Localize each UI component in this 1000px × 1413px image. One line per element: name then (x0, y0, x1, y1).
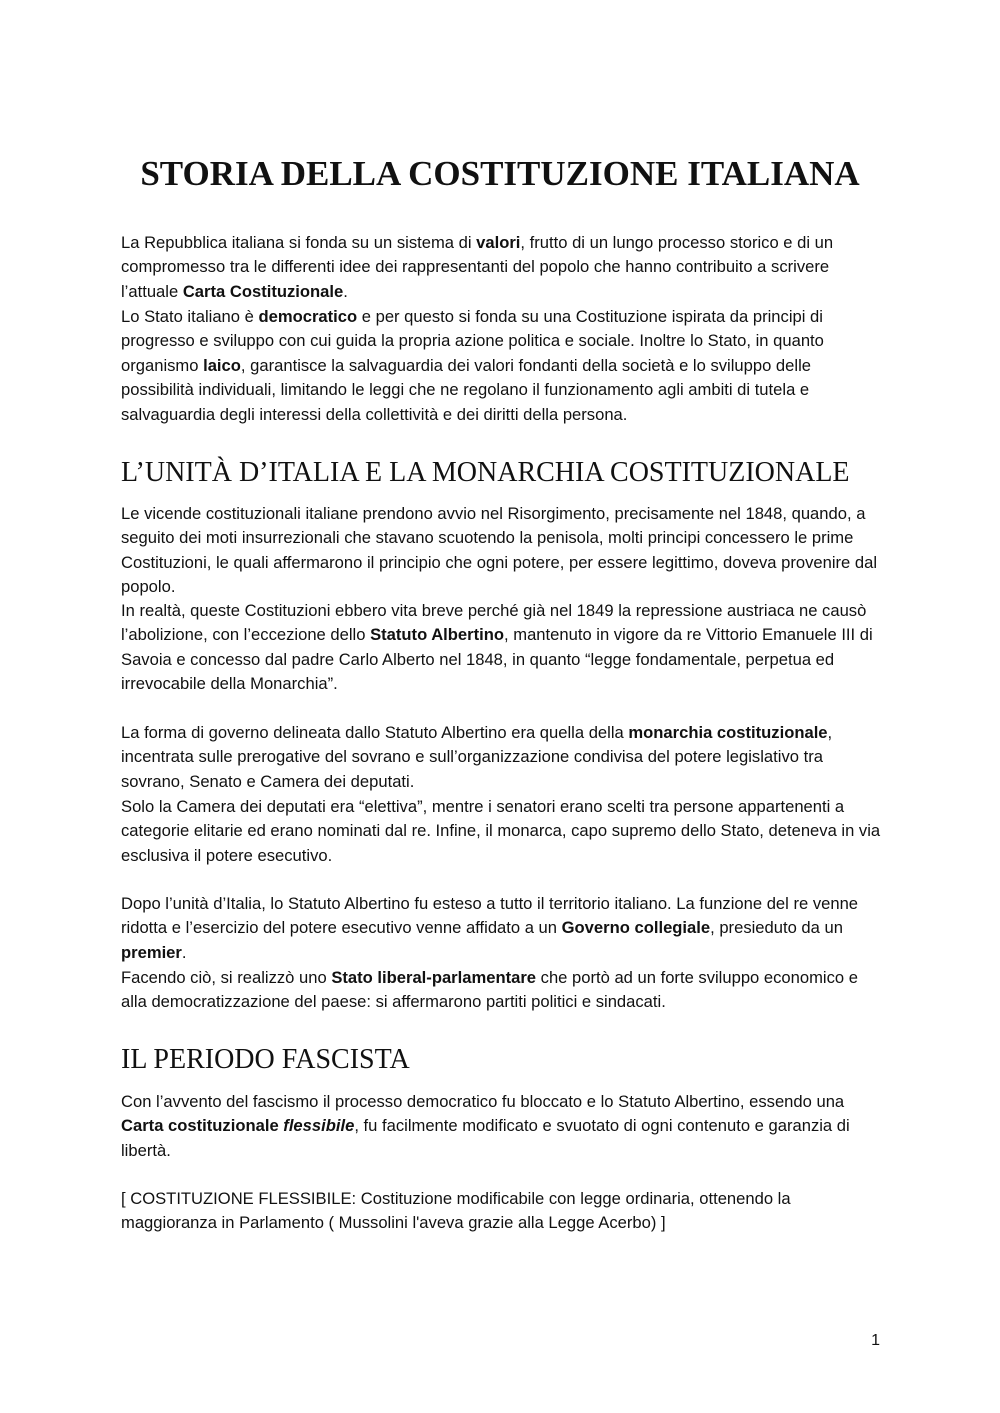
bold-term: valori (476, 233, 521, 252)
text-run: , mantenuto in vigore da re Vittorio Emanuele III di Savoia e concesso dal padre Carlo Alberto nel 1848, in quanto “legge fondamentale, perpetua ed irrevocabile della Monarchia”. (121, 625, 873, 694)
section1-paragraph-3 (121, 721, 881, 794)
section2-paragraph-1 (121, 1090, 881, 1163)
bold-term: premier (121, 942, 182, 962)
bold-term: flessibile (283, 1116, 355, 1136)
text-run: , garantisce la salvaguardia dei valori fondanti della società e lo sviluppo delle possibilità individuali, limitando le leggi che ne regolano il funzionamento agli ambiti di tutela e salvaguardia degli interessi della collettività e dei diritti della persona. (121, 355, 811, 424)
text-run: , frutto di un lungo processo storico e di un compromesso tra le differenti idee dei rappresentanti del popolo che hanno contribuito a scrivere l’attuale (121, 233, 834, 301)
text-run: , presieduto da un (710, 918, 843, 938)
text-run: In realtà, queste Costituzioni ebbero vita breve perché già nel 1849 la repressione austriaca ne causò l’abolizione, con l’eccezione dello (121, 601, 867, 645)
text-run: [ COSTITUZIONE FLESSIBILE: Costituzione modificabile con legge ordinaria, ottenendo la maggioranza in Parlamento ( Mussolini l'aveva grazie alla Legge Acerbo) ] (121, 1189, 791, 1233)
page-number: 1 (871, 1332, 880, 1349)
section-heading-unita-italia: L’UNITÀ D’ITALIA E LA MONARCHIA COSTITUZIONALE (121, 457, 850, 488)
section2-paragraph-2 (121, 1187, 881, 1236)
text-run: La Repubblica italiana si fonda su un sistema di (121, 233, 477, 252)
document-title: STORIA DELLA COSTITUZIONE ITALIANA (140, 154, 860, 193)
bold-term: Carta costituzionale (121, 1116, 284, 1136)
text-run: La forma di governo delineata dallo Statuto Albertino era quella della (121, 723, 629, 742)
section-heading-periodo-fascista: IL PERIODO FASCISTA (121, 1044, 410, 1075)
intro-paragraph-1 (121, 231, 881, 304)
bold-term: democratico (258, 307, 358, 326)
section1-paragraph-5 (121, 892, 881, 965)
text-run: Con l’avvento del fascismo il processo democratico fu bloccato e lo Statuto Albertino, essendo una (121, 1092, 845, 1111)
text-run: Dopo l’unità d’Italia, lo Statuto Albertino fu esteso a tutto il territorio italiano. La funzione del re venne ridotta e l’esercizio del potere esecutivo venne affidato a un (121, 894, 859, 938)
text-run: , fu facilmente modificato e svuotato di ogni contenuto e garanzia di libertà. (121, 1116, 850, 1160)
bold-term: Governo collegiale (561, 918, 711, 938)
text-run: . (343, 281, 348, 301)
bold-term: Statuto Albertino (370, 625, 505, 645)
text-run: che portò ad un forte sviluppo economico e alla democratizzazione del paese: si affermarono partiti politici e sindacati. (121, 968, 858, 1012)
section1-paragraph-1 (121, 502, 881, 600)
text-run: , incentrata sulle prerogative del sovrano e sull’organizzazione condivisa del potere legislativo tra sovrano, Senato e Camera dei deputati. (121, 723, 833, 791)
section1-paragraph-2 (121, 599, 881, 697)
bold-term: monarchia costituzionale (628, 723, 828, 742)
intro-paragraph-2 (121, 305, 881, 427)
text-run: . (181, 942, 187, 962)
text-run: e per questo si fonda su una Costituzione ispirata da principi di progresso e sviluppo con cui guida la propria azione politica e sociale. Inoltre lo Stato, in quanto organismo (121, 307, 824, 375)
text-run: Solo la Camera dei deputati era “elettiva”, mentre i senatori erano scelti tra persone appartenenti a categorie elitarie ed erano nominati dal re. Infine, il monarca, capo supremo dello Stato, deteneva in via esclusiva il potere esecutivo. (121, 797, 881, 865)
section1-paragraph-6 (121, 966, 881, 1015)
text-run: Facendo ciò, si realizzò uno (121, 968, 332, 987)
text-run: Lo Stato italiano è (121, 307, 259, 326)
text-run: Le vicende costituzionali italiane prendono avvio nel Risorgimento, precisamente nel 1848, quando, a seguito dei moti insurrezionali che stavano scuotendo la penisola, molti principi concessero le prime Costituzioni, le quali affermarono il principio che ogni potere, per essere legittimo, doveva provenire dal popolo. (121, 504, 878, 597)
bold-term: laico (203, 355, 241, 375)
section1-paragraph-4 (121, 795, 881, 868)
bold-term: Carta Costituzionale (182, 281, 344, 301)
bold-term: Stato liberal-parlamentare (331, 968, 537, 987)
